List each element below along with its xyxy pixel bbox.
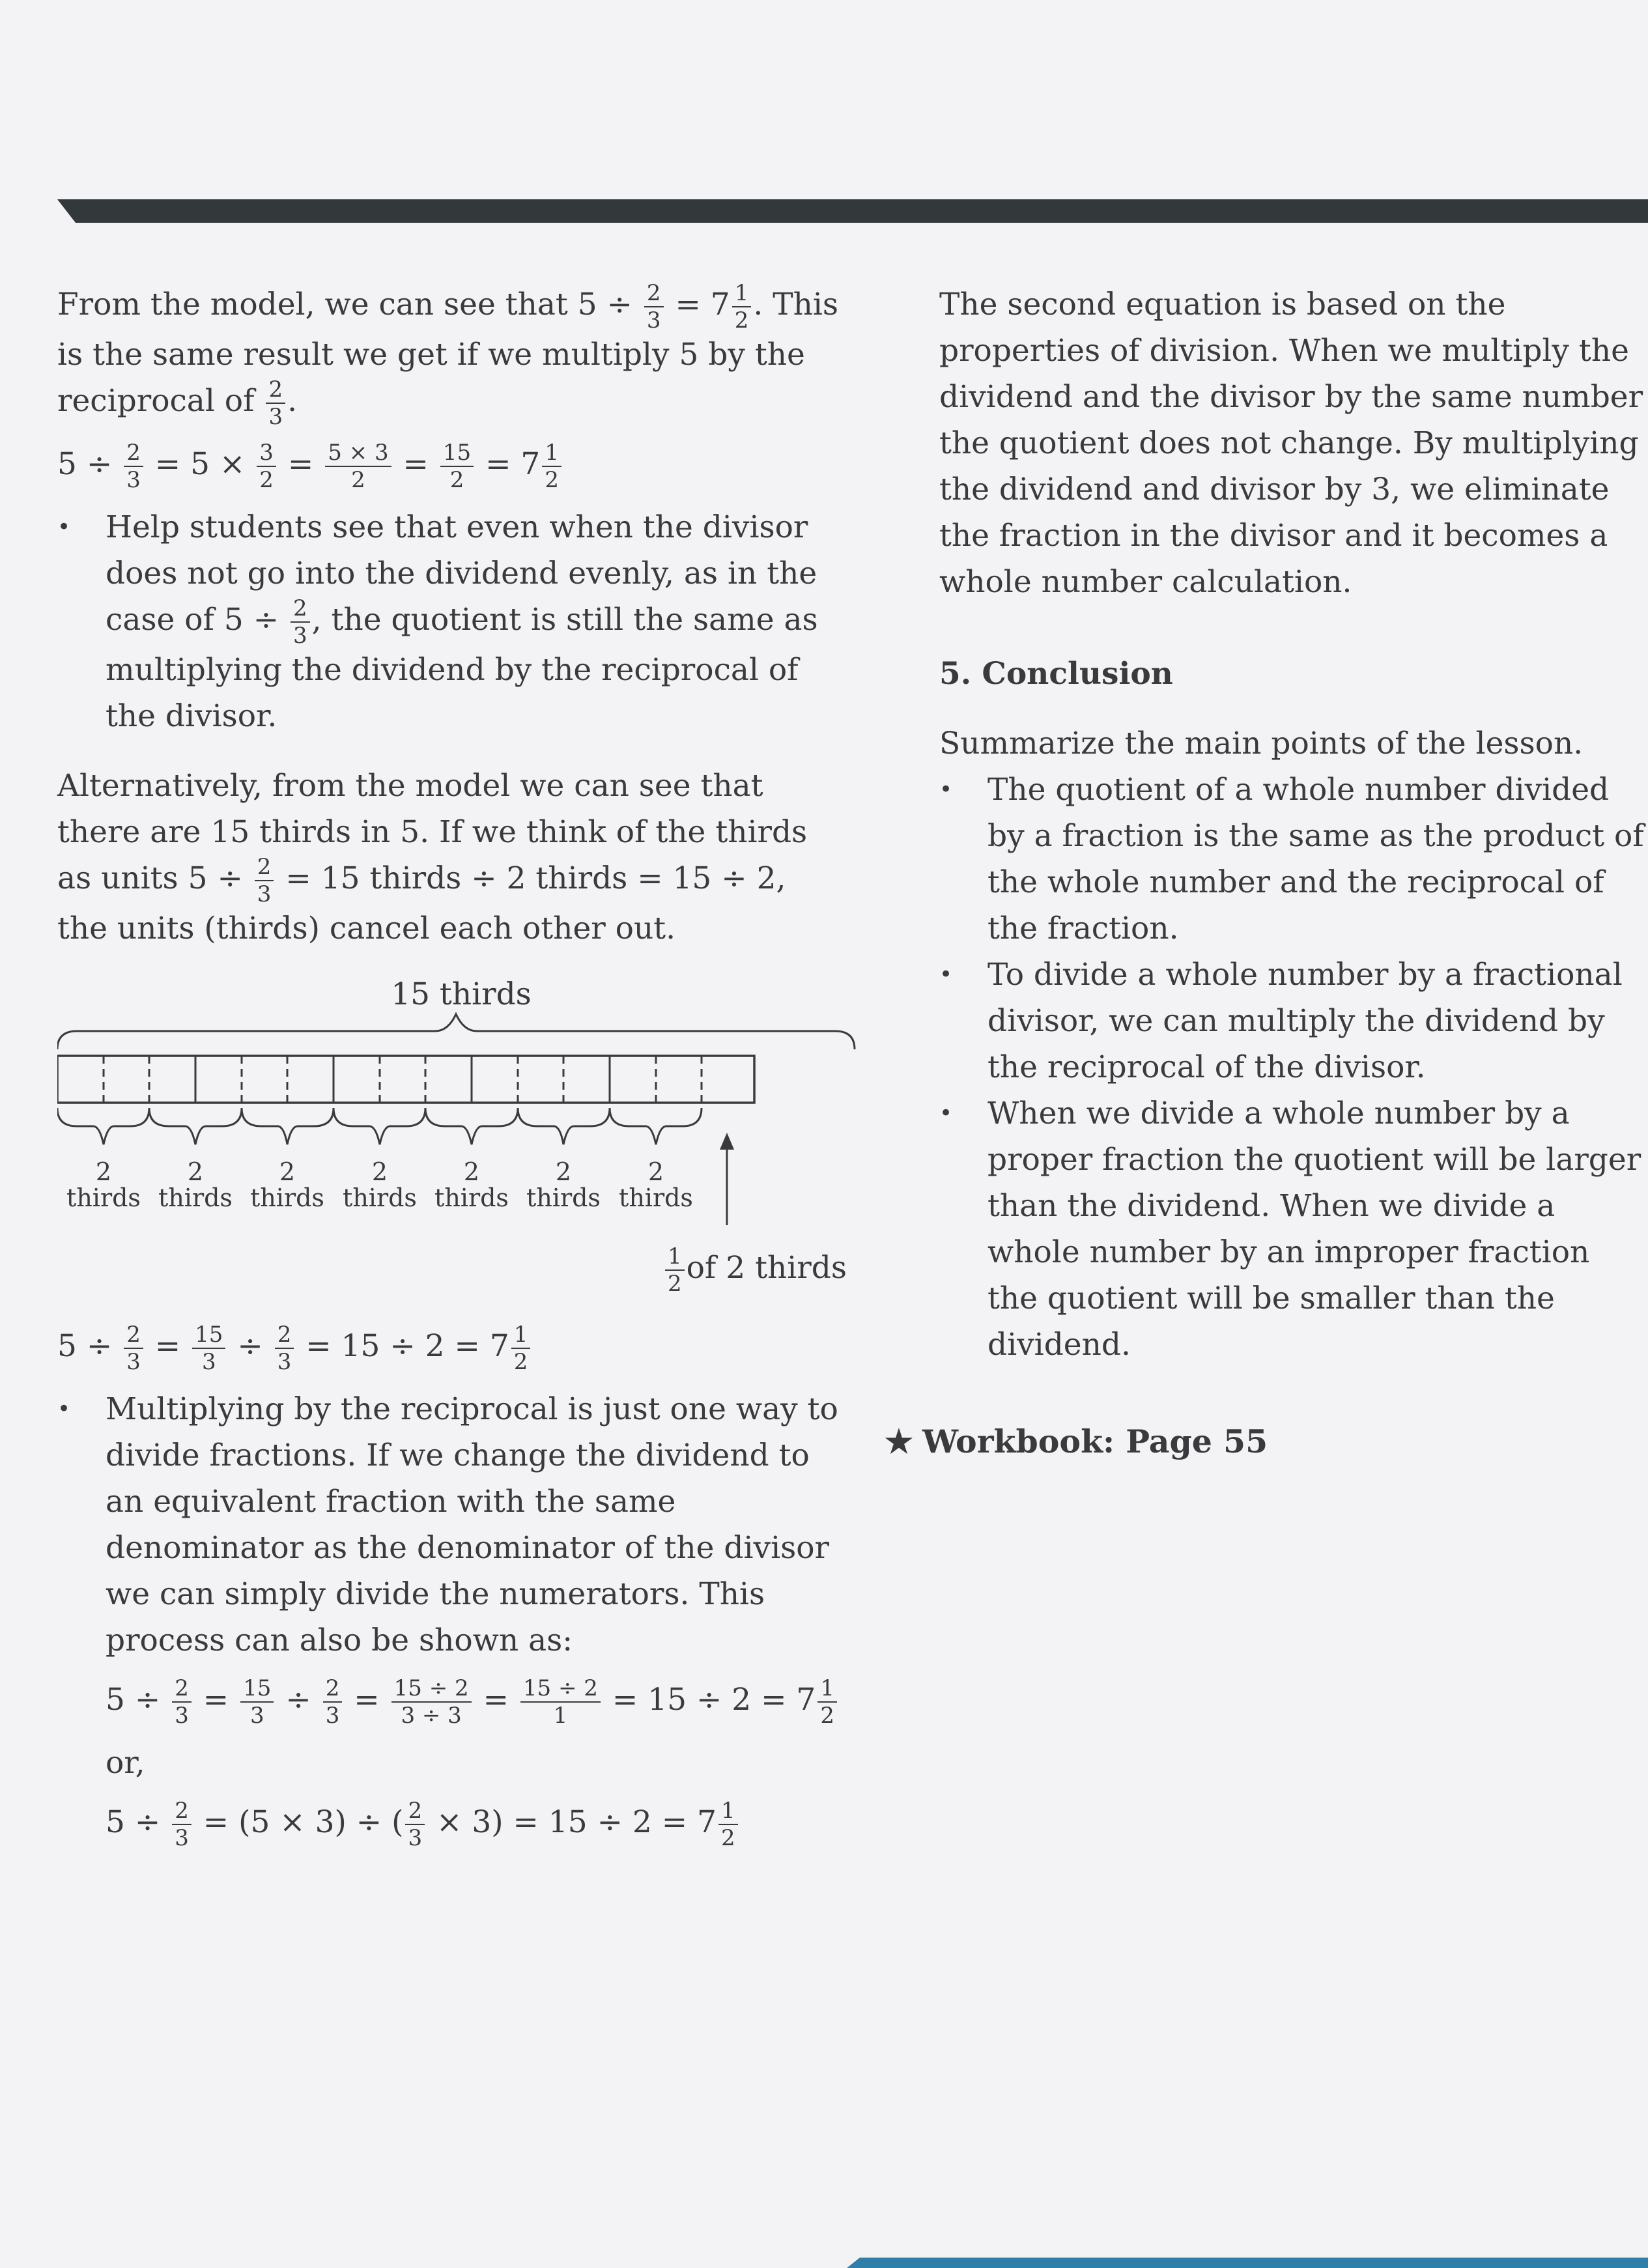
group-label: 2 thirds (619, 1157, 693, 1212)
bottom-footer-band (847, 2258, 1648, 2268)
left-column (57, 280, 847, 1851)
group-label: 2 thirds (526, 1157, 601, 1212)
group-label: 2 thirds (343, 1157, 417, 1212)
bar-outline (57, 1056, 754, 1103)
intro-paragraph: From the model, we can see that 5 ÷ $\frac{2}{3}$ = 7 $\frac{1}{2}$ . This is the same result we get if we multiply 5 by the reciprocal of $\frac{2}{3}$ . (57, 280, 839, 430)
summary-intro: Summarize the main points of the lesson. (939, 726, 1584, 761)
bar-model-diagram (57, 952, 847, 1323)
or-label: or, (106, 1745, 145, 1781)
top-brace (57, 1014, 855, 1049)
conclusion-point: • To divide a whole number by a fractional divisor, we can multiply the dividend by the reciprocal of the divisor. (939, 957, 1623, 1085)
conclusion-point: • The quotient of a whole number divided by a fraction is the same as the product of the whole number and the reciprocal of the fraction. (939, 772, 1644, 946)
conclusion-heading: 5. Conclusion (939, 656, 1173, 692)
bar-dashed-dividers (104, 1056, 702, 1103)
group-label: 2 thirds (434, 1157, 509, 1212)
properties-paragraph: The second equation is based on the properties of division. When we multiply the dividend and the divisor by the same number the quotient does not change. By multiplying the dividend and divisor by 3, we eliminate the fraction in the divisor and it becomes a whole number calculation. (939, 287, 1643, 600)
half-arrow (720, 1133, 734, 1225)
star-icon: ★ (885, 1423, 913, 1460)
group-braces (57, 1108, 702, 1144)
bullet-dot: • (57, 1396, 71, 1422)
group-label: 2 thirds (250, 1157, 324, 1212)
bar-solid-dividers (195, 1056, 610, 1103)
group-label: 2 thirds (66, 1157, 141, 1212)
bullet-dot: • (57, 514, 71, 540)
fraction: $\frac{2}{3}$ (644, 282, 664, 332)
equation-multiply-both: 5 ÷ $\frac{2}{3}$ = (5 × 3) ÷ ( $\frac{2}{3}$ × 3) = 15 ÷ 2 = 7 $\frac{1}{2}$ (106, 1799, 839, 1849)
equation-common-denominator: 5 ÷ $\frac{2}{3}$ = $\frac{15}{3}$ ÷ $\frac{2}{3}$ = $\frac{15 \div 2}{3 \div 3}$ = $\frac{15 \div 2}{1}$ = 15 ÷ 2 = 7 $\frac{1}{2}$ (106, 1677, 839, 1727)
fraction: $\frac{2}{3}$ (266, 378, 285, 428)
conclusion-point: • When we divide a whole number by a proper fraction the quotient will be larger than the dividend. When we divide a whole number by an improper fraction the quotient will be smaller than the dividend. (939, 1096, 1641, 1363)
workbook-reference: ★ Workbook: Page 55 (885, 1419, 1268, 1465)
right-column (939, 281, 1648, 1368)
model-top-label: 15 thirds (391, 976, 532, 1012)
alternative-paragraph: Alternatively, from the model we can see that there are 15 thirds in 5. If we think of the thirds as units 5 ÷ $\frac{2}{3}$ = 15 thirds ÷ 2 thirds = 15 ÷ 2, the units (thirds) cancel each other out. (57, 768, 808, 946)
half-of-two-thirds-label: $\frac{1}{2}$ of 2 thirds (663, 1245, 847, 1295)
group-label: 2 thirds (158, 1157, 233, 1212)
bullet-help-students: • Help students see that even when the divisor does not go into the dividend evenly, as in the case of 5 ÷ $\frac{2}{3}$ , the quotient is still the same as multiplying the dividend by the reciprocal of the divisor. (57, 504, 839, 739)
top-header-band (57, 199, 1648, 223)
fraction: $\frac{1}{2}$ (732, 282, 752, 332)
bullet-multiplying-reciprocal: • Multiplying by the reciprocal is just one way to divide fractions. If we change the dividend to an equivalent fraction with the same denominator as the denominator of the divisor we can simply divide the numerators. This process can also be shown as: 5 ÷ $\frac{2}{3}$ = $\frac{15}{3}$ ÷ $\frac{2}{3}$ = $\frac{15 \div 2}{3 \div 3}$ = $\frac{15 \div 2}{1}$ = 15 ÷ 2 = 7 $\frac{1}{2}$ or, 5 ÷ $\frac{2}{3}$ = (5 × 3) ÷ ( $\frac{2}{3}$ × 3) = 15 ÷ 2 = 7 $\frac{1}{2}$ (57, 1386, 839, 1849)
equation-thirds: 5 ÷ $\frac{2}{3}$ = $\frac{15}{3}$ ÷ $\frac{2}{3}$ = 15 ÷ 2 = 7 $\frac{1}{2}$ (57, 1323, 839, 1373)
equation-reciprocal: 5 ÷ $\frac{2}{3}$ = 5 × $\frac{3}{2}$ = $\frac{5 \times 3}{2}$ = $\frac{15}{2}$ = 7 $\frac{1}{2}$ (57, 441, 839, 491)
